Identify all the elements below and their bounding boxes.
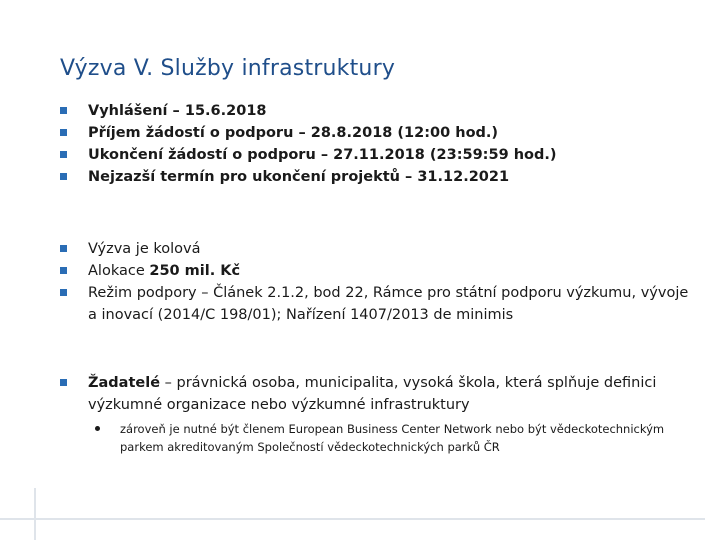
list-item (60, 144, 690, 166)
decorative-line-horizontal (0, 518, 705, 520)
square-bullet-icon (60, 107, 67, 114)
item-text: Příjem žádostí o podporu – 28.8.2018 (12:00 hod.) (88, 125, 499, 141)
sub-item-text: zároveň je nutné být členem European Business Center Network nebo být vědeckotechnickým parkem akreditovaným Společností vědeckotechnických parků ČR (120, 422, 665, 454)
square-bullet-icon (60, 379, 67, 386)
list-item (60, 282, 690, 326)
square-bullet-icon (60, 289, 67, 296)
item-text: Výzva je kolová (88, 241, 201, 257)
decorative-line-vertical (34, 488, 36, 540)
slide-title: Výzva V. Služby infrastruktury (60, 56, 396, 81)
list-item (60, 238, 690, 260)
square-bullet-icon (60, 267, 67, 274)
round-bullet-icon (95, 426, 100, 431)
list-item (60, 122, 690, 144)
dates-list (60, 100, 690, 188)
item-text: Ukončení žádostí o podporu – 27.11.2018 (23:59:59 hod.) (88, 147, 557, 163)
item-text: Nejzazší termín pro ukončení projektů – 31.12.2021 (88, 169, 510, 185)
square-bullet-icon (60, 151, 67, 158)
square-bullet-icon (60, 129, 67, 136)
list-item (60, 372, 690, 416)
item-text: Alokace (88, 263, 150, 279)
item-text: Režim podpory – Článek 2.1.2, bod 22, Rámce pro státní podporu výzkumu, vývoje a inovací (2014/C 198/01); Nařízení 1407/2013 de minimis (88, 285, 689, 323)
call-info-list (60, 238, 690, 326)
square-bullet-icon (60, 245, 67, 252)
item-text: Vyhlášení – 15.6.2018 (88, 103, 267, 119)
list-item (60, 260, 690, 282)
applicants-list (60, 372, 690, 456)
list-item (60, 100, 690, 122)
item-text: – právnická osoba, municipalita, vysoká škola, která splňuje definici výzkumné organizace nebo výzkumné infrastruktury (88, 375, 657, 413)
allocation-amount: 250 mil. Kč (149, 263, 241, 279)
list-item (60, 166, 690, 188)
applicants-label: Žadatelé (88, 375, 161, 391)
square-bullet-icon (60, 173, 67, 180)
sub-list-item (60, 420, 690, 456)
